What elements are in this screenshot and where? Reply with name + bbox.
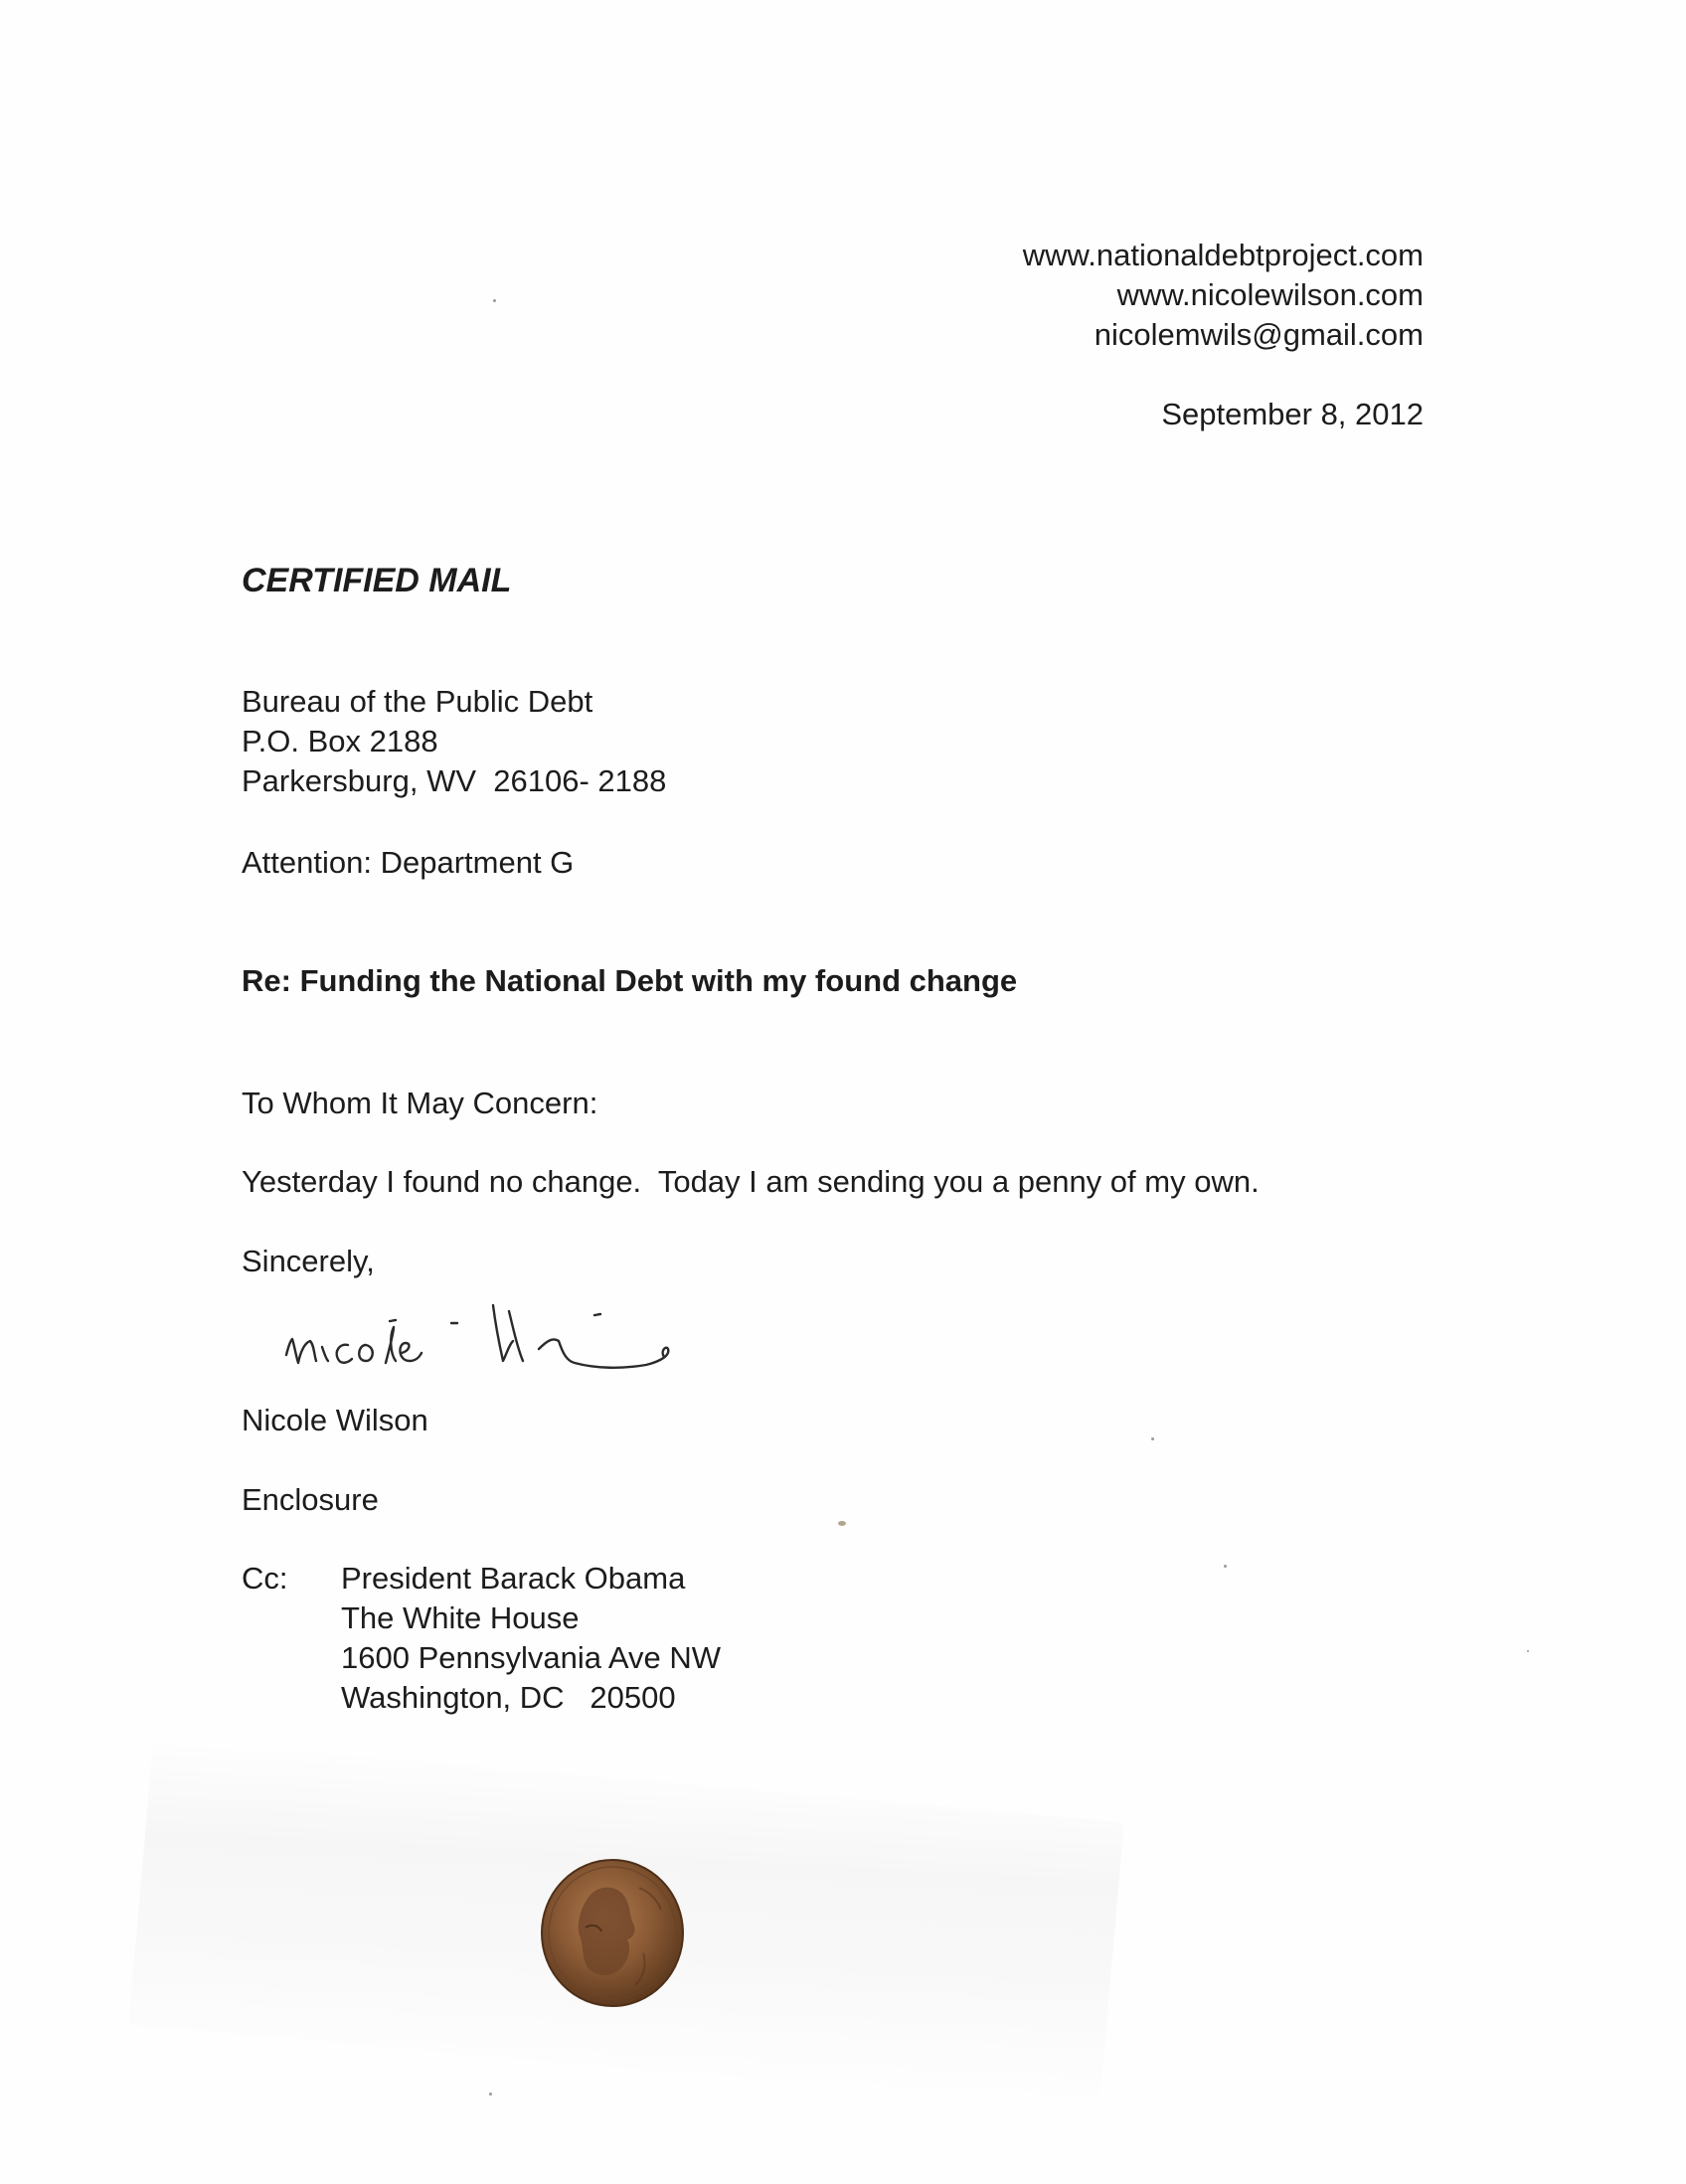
attention-line: Attention: Department G bbox=[242, 845, 575, 880]
signer-name: Nicole Wilson bbox=[242, 1403, 428, 1437]
contact-block bbox=[1023, 236, 1424, 355]
paper-speck bbox=[1224, 1565, 1227, 1568]
contact-website-personal: www.nicolewilson.com bbox=[1116, 277, 1424, 312]
paper-speck bbox=[1151, 1437, 1154, 1440]
recipient-address bbox=[242, 682, 666, 801]
cc-line: President Barack Obama bbox=[341, 1561, 686, 1596]
paper-speck bbox=[838, 1521, 846, 1526]
cc-label: Cc: bbox=[242, 1561, 288, 1596]
letter-date: September 8, 2012 bbox=[1161, 397, 1424, 431]
paper-speck bbox=[489, 2093, 492, 2096]
handwritten-signature bbox=[278, 1258, 756, 1407]
recipient-line: P.O. Box 2188 bbox=[242, 724, 438, 758]
enclosure-note: Enclosure bbox=[242, 1482, 379, 1517]
cc-line: The White House bbox=[341, 1600, 580, 1635]
cc-recipient bbox=[341, 1559, 721, 1718]
closing: Sincerely, bbox=[242, 1244, 375, 1278]
contact-email: nicolemwils@gmail.com bbox=[1094, 317, 1424, 352]
salutation: To Whom It May Concern: bbox=[242, 1086, 598, 1120]
paper-speck bbox=[1527, 1650, 1529, 1652]
paper-speck bbox=[493, 299, 496, 302]
cc-line: 1600 Pennsylvania Ave NW bbox=[341, 1640, 721, 1675]
recipient-line: Bureau of the Public Debt bbox=[242, 684, 593, 719]
subject-line: Re: Funding the National Debt with my found change bbox=[242, 963, 1018, 998]
penny-coin bbox=[540, 1858, 685, 2008]
delivery-method-heading: CERTIFIED MAIL bbox=[242, 562, 512, 599]
contact-website-project: www.nationaldebtproject.com bbox=[1022, 238, 1424, 272]
letter-body: Yesterday I found no change. Today I am sending you a penny of my own. bbox=[242, 1164, 1260, 1199]
recipient-line: Parkersburg, WV 26106- 2188 bbox=[242, 763, 667, 798]
cc-line: Washington, DC 20500 bbox=[341, 1680, 676, 1715]
